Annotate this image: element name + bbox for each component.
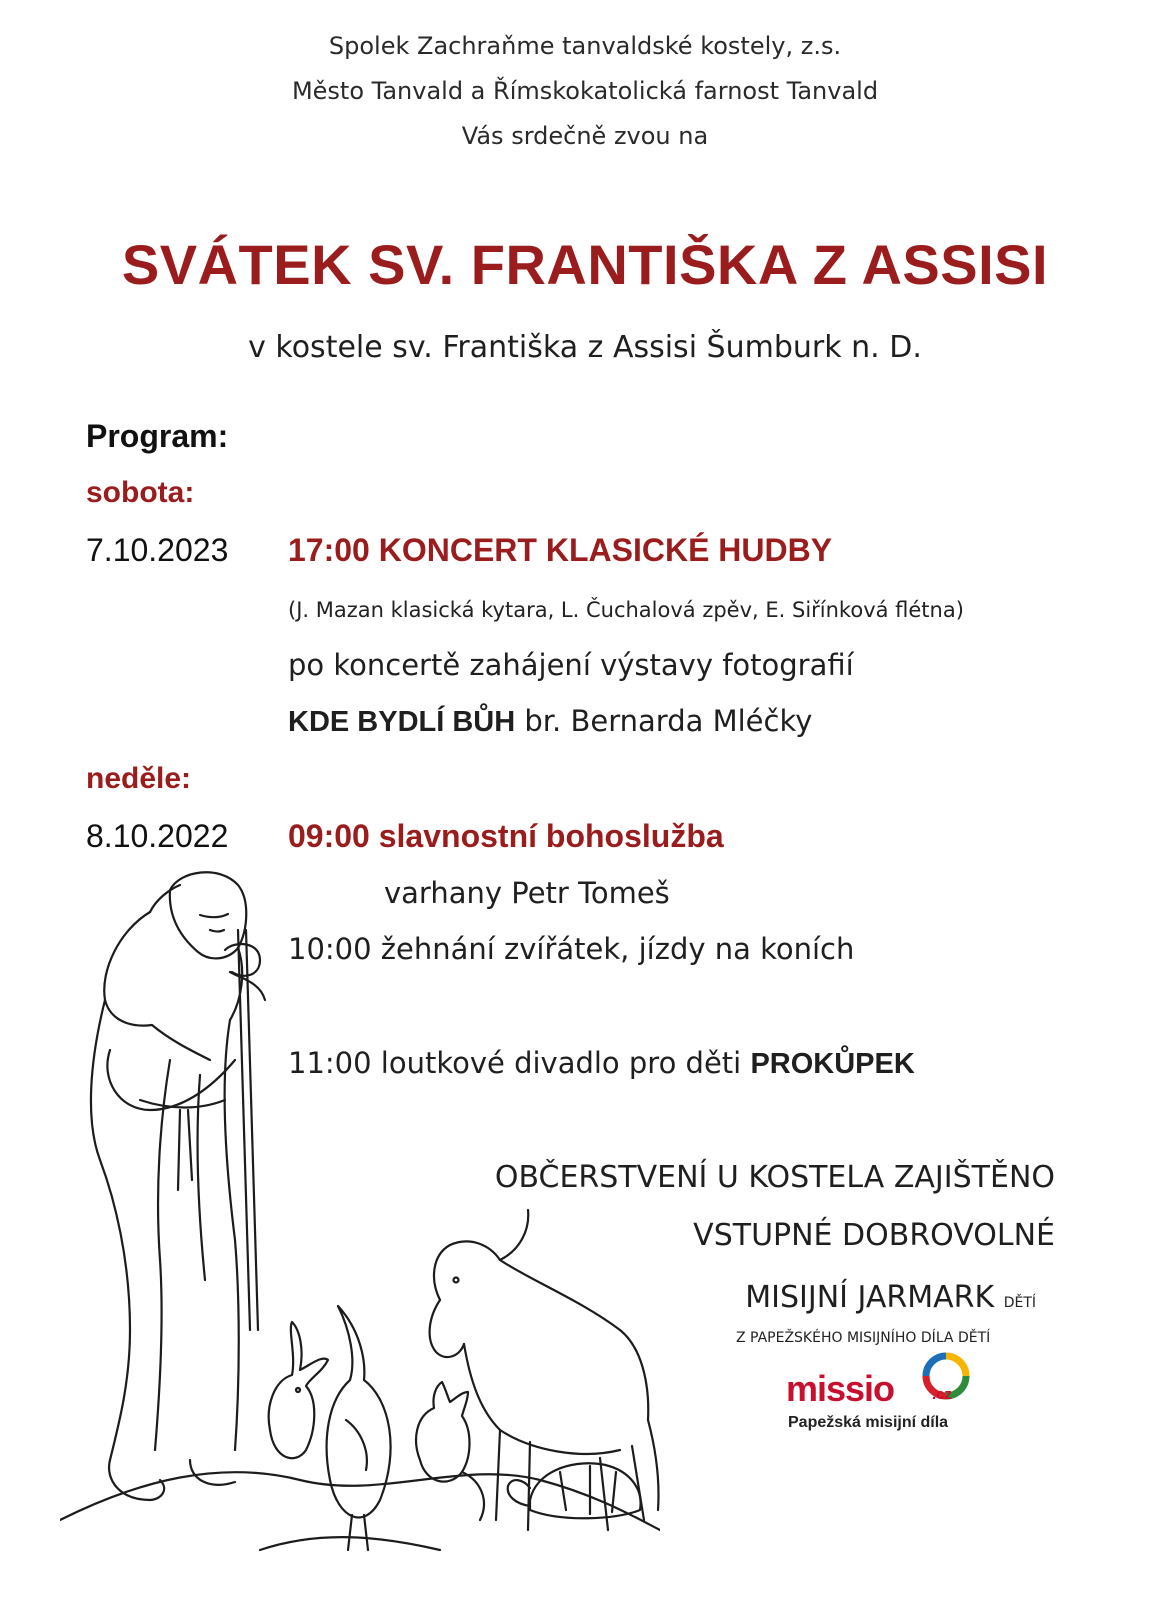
organ-player: varhany Petr Tomeš bbox=[384, 876, 670, 910]
fair-title: MISIJNÍ JARMARK bbox=[745, 1280, 995, 1315]
exhibition-title: KDE BYDLÍ BŮH bbox=[288, 706, 516, 738]
organizer-line: Spolek Zachraňme tanvaldské kostely, z.s. bbox=[328, 32, 842, 60]
co-organizer-line: Město Tanvald a Římskokatolická farnost Tanvald bbox=[291, 77, 879, 105]
puppet-show-text: 11:00 loutkové divadlo pro děti bbox=[288, 1046, 751, 1080]
missio-domain: .cz bbox=[932, 1386, 953, 1403]
exhibition-line bbox=[288, 704, 812, 739]
page-title: SVÁTEK SV. FRANTIŠKA Z ASSISI bbox=[121, 233, 1049, 296]
invitation-line: Vás srdečně zvou na bbox=[461, 122, 709, 150]
animal-blessing: 10:00 žehnání zvířátek, jízdy na koních bbox=[288, 932, 855, 966]
puppet-show-name: PROKŮPEK bbox=[750, 1048, 915, 1080]
fair-subtitle: Z PAPEŽSKÉHO MISIJNÍHO DÍLA DĚTÍ bbox=[736, 1330, 991, 1346]
exhibition-author: br. Bernarda Mléčky bbox=[515, 704, 813, 738]
fair-small: DĚTÍ bbox=[1003, 1295, 1036, 1311]
sunday-date: 8.10.2022 bbox=[86, 818, 229, 854]
missio-logo bbox=[786, 1352, 986, 1432]
saturday-label: sobota: bbox=[86, 476, 195, 509]
refreshments-note: OBČERSTVENÍ U KOSTELA ZAJIŠTĚNO bbox=[494, 1160, 1055, 1195]
fair-line bbox=[745, 1280, 1036, 1315]
concert-event: 17:00 KONCERT KLASICKÉ HUDBY bbox=[288, 532, 833, 568]
concert-performers: (J. Mazan klasická kytara, L. Čuchalová zpěv, E. Siřínková flétna) bbox=[288, 598, 964, 622]
admission-note: VSTUPNÉ DOBROVOLNÉ bbox=[693, 1218, 1055, 1253]
sunday-label: neděle: bbox=[86, 762, 192, 795]
mass-event: 09:00 slavnostní bohoslužba bbox=[288, 818, 724, 854]
saturday-date: 7.10.2023 bbox=[86, 532, 229, 568]
missio-tagline: Papežská misijní díla bbox=[788, 1414, 949, 1431]
st-francis-illustration bbox=[60, 860, 660, 1560]
exhibition-opening: po koncertě zahájení výstavy fotografií bbox=[288, 648, 854, 682]
venue-subtitle: v kostele sv. Františka z Assisi Šumburk n. D. bbox=[248, 330, 922, 365]
missio-wordmark: missio bbox=[786, 1368, 895, 1409]
program-label: Program: bbox=[86, 418, 229, 454]
